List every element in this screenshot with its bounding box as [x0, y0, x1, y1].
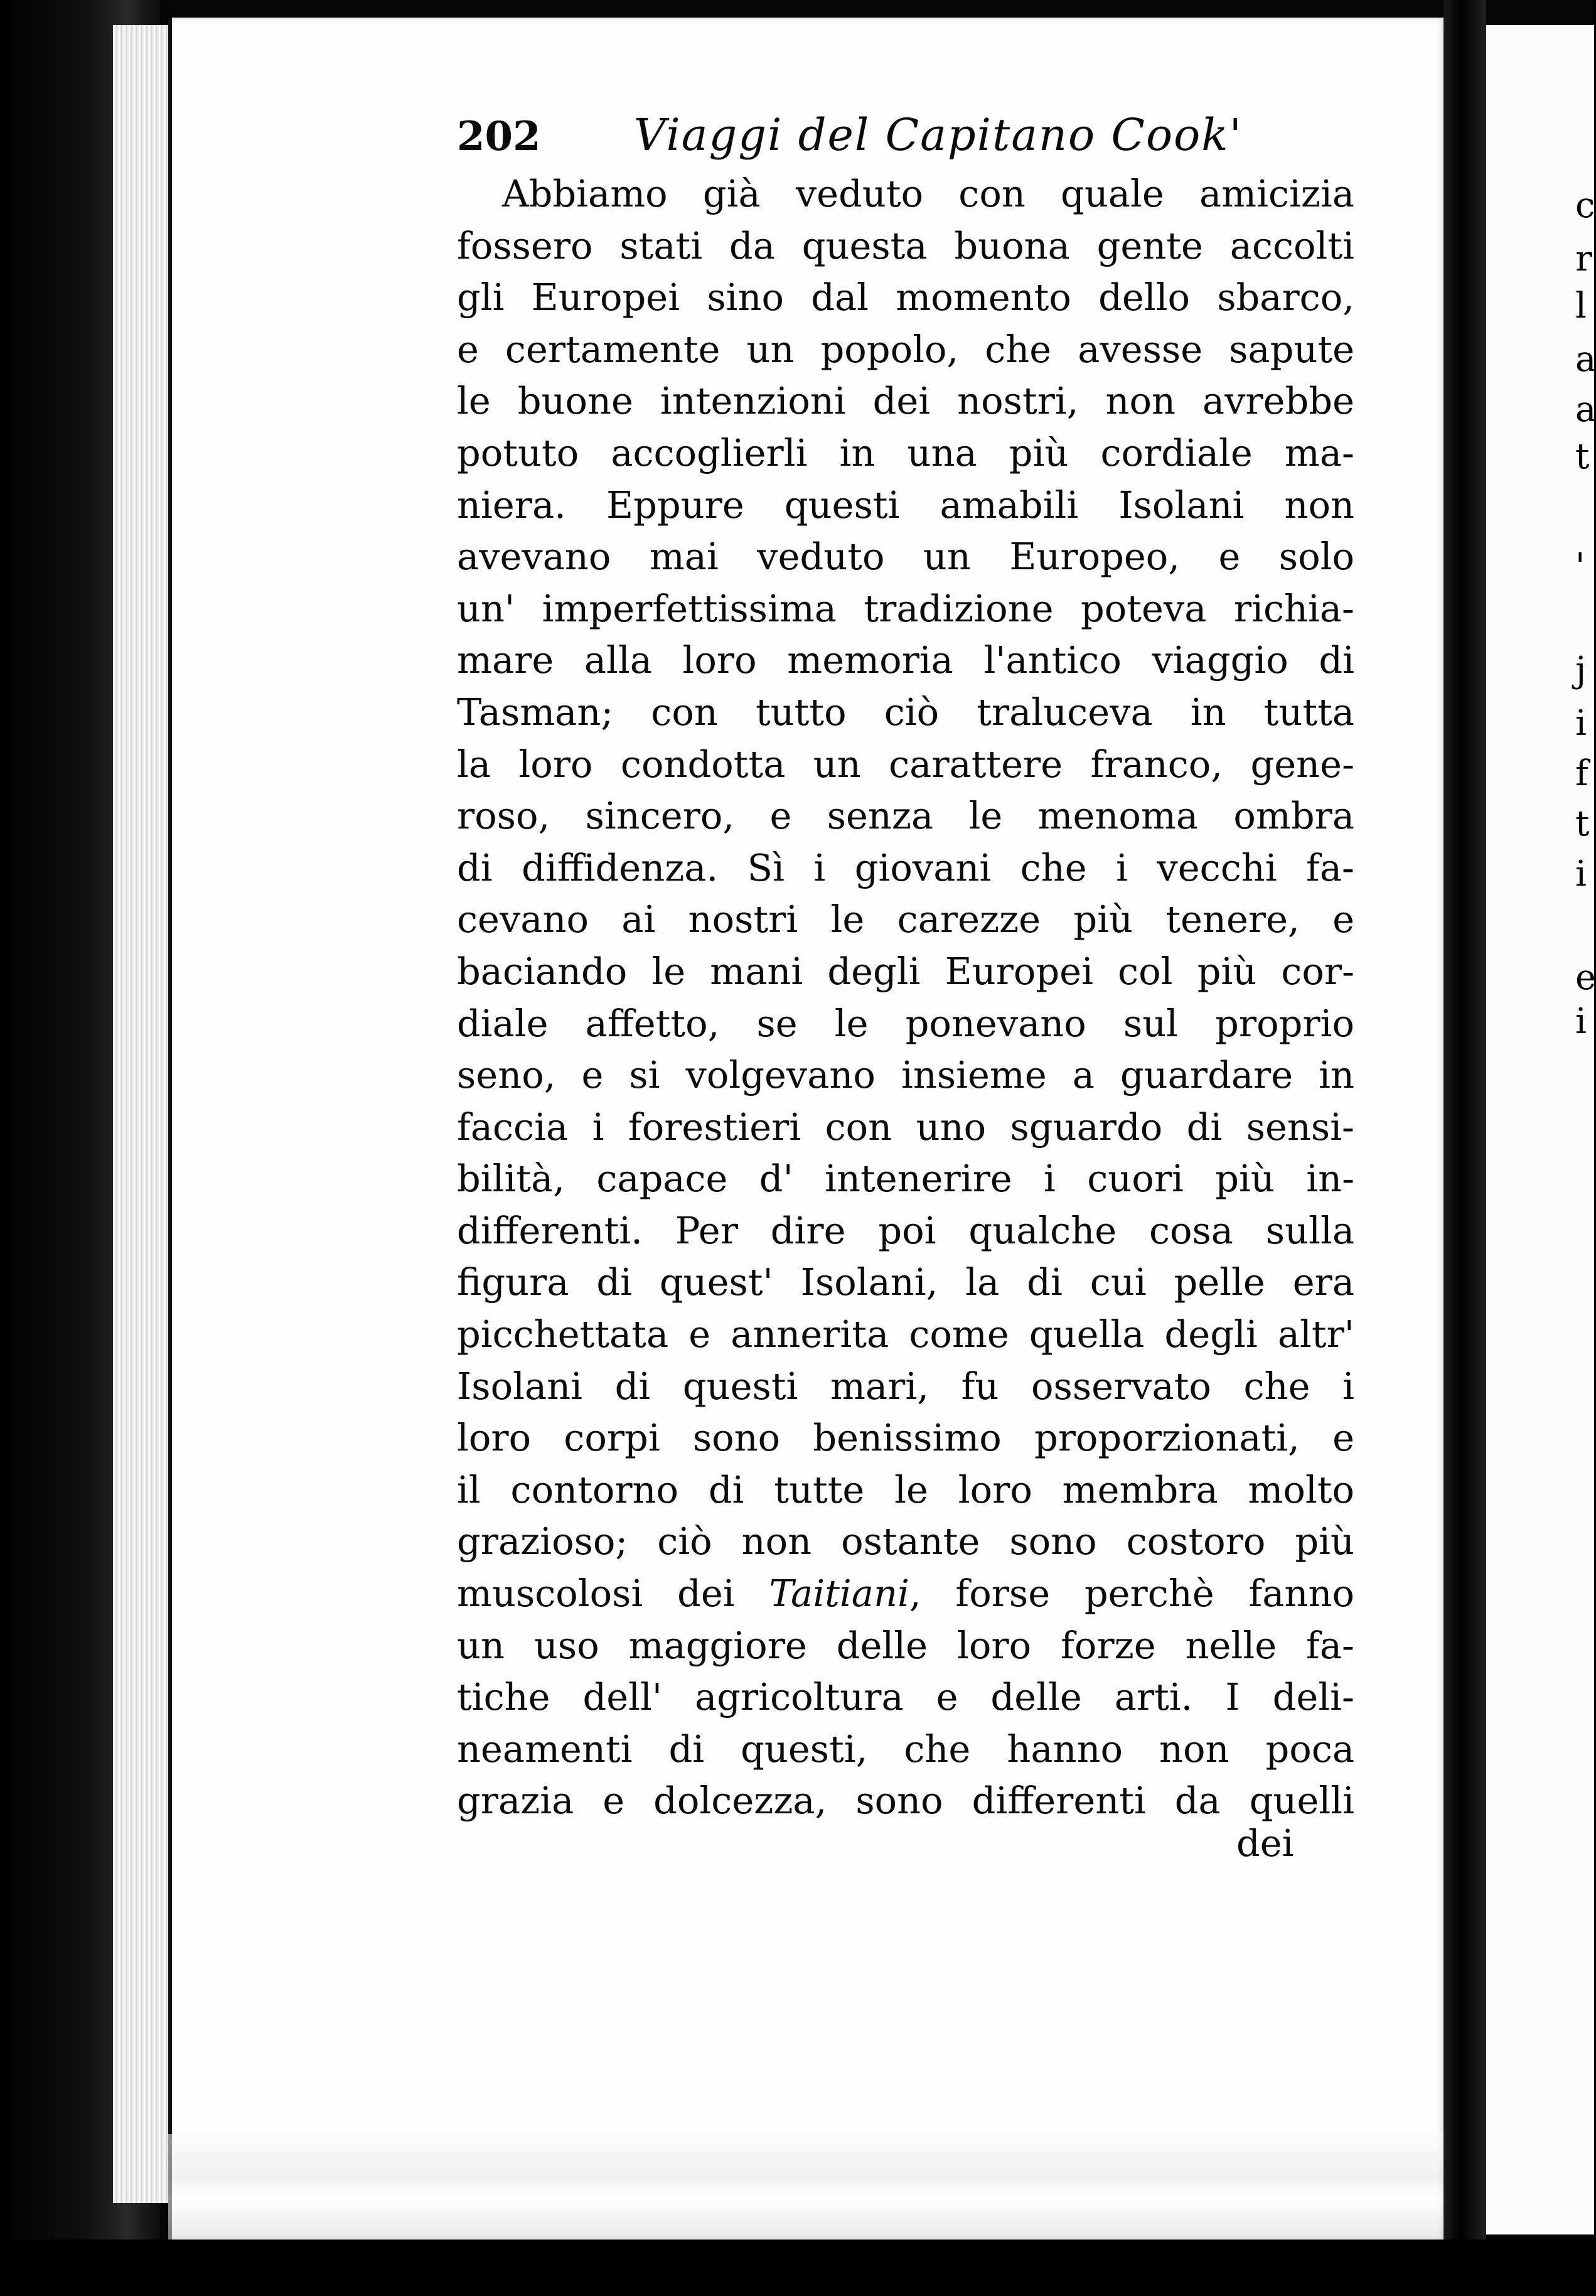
text-line: cevano ai nostri le carezze più tenere, e — [457, 898, 1354, 941]
text-line: fossero stati da questa buona gente accolti — [457, 223, 1354, 267]
facing-page-letter: l — [1575, 286, 1587, 326]
text-line: un' imperfettissima tradizione poteva richia- — [457, 586, 1354, 630]
text-line: grazia e dolcezza, sono differenti da quelli — [457, 1779, 1354, 1823]
text-line: il contorno di tutte le loro membra molto — [457, 1467, 1354, 1511]
text-line: di diffidenza. Sì i giovani che i vecchi fa- — [457, 845, 1354, 889]
text-line: neamenti di questi, che hanno non poca — [457, 1727, 1354, 1771]
facing-page-letter: f — [1575, 753, 1588, 794]
text-line: diale affetto, se le ponevano sul proprio — [457, 1001, 1354, 1045]
text-line: un uso maggiore delle loro forze nelle fa- — [457, 1623, 1354, 1667]
text-line: faccia i forestieri con uno sguardo di sensi- — [457, 1105, 1354, 1149]
text-line: la loro condotta un carattere franco, gene- — [457, 742, 1354, 786]
page-header — [457, 105, 1243, 168]
text-line: loro corpi sono benissimo proporzionati, e — [457, 1416, 1354, 1460]
facing-page-letter: j — [1575, 650, 1587, 690]
text-line: e certamente un popolo, che avesse sapute — [457, 327, 1354, 371]
text-segment: muscolosi dei — [457, 1572, 735, 1616]
text-line: picchettata e annerita come quella degli altr' — [457, 1312, 1354, 1356]
book-gutter — [1443, 0, 1486, 2296]
text-line: grazioso; ciò non ostante sono costoro più — [457, 1520, 1354, 1564]
text-line: roso, sincero, e senza le menoma ombra — [457, 794, 1354, 838]
text-line: mare alla loro memoria l'antico viaggio di — [457, 638, 1354, 682]
text-line: potuto accoglierli in una più cordiale ma- — [457, 431, 1354, 475]
facing-page-letter: a — [1575, 389, 1596, 430]
running-title: Viaggi del Capitano Cook' — [634, 109, 1243, 161]
italic-word: Taitiani — [769, 1572, 909, 1616]
facing-page-letter: a — [1575, 339, 1596, 380]
text-line: avevano mai veduto un Europeo, e solo — [457, 535, 1354, 579]
text-line: differenti. Per dire poi qualche cosa sulla — [457, 1208, 1354, 1252]
text-line: gli Europei sino dal momento dello sbarco, — [457, 276, 1354, 319]
text-segment: , forse perchè fanno — [909, 1572, 1354, 1616]
text-line: tiche dell' agricoltura e delle arti. I deli- — [457, 1675, 1354, 1719]
facing-page-letter: i — [1575, 854, 1587, 894]
facing-page-letter: c — [1575, 185, 1595, 226]
page-number: 202 — [457, 113, 541, 160]
page-bottom-fold — [168, 2134, 1449, 2241]
text-line: figura di quest' Isolani, la di cui pelle era — [457, 1260, 1354, 1304]
text-line: baciando le mani degli Europei col più cor- — [457, 949, 1354, 993]
facing-page-letter: i — [1575, 703, 1587, 744]
facing-page-letter: i — [1575, 1001, 1587, 1042]
text-line: niera. Eppure questi amabili Isolani non — [457, 483, 1354, 527]
catchword: dei — [1236, 1821, 1294, 1865]
scan-bottom-border — [0, 2240, 1594, 2296]
facing-page-letter: t — [1575, 436, 1590, 477]
facing-page-letter: r — [1575, 239, 1592, 279]
body-text — [457, 168, 1354, 1827]
text-line: Abbiamo già veduto con quale amicizia — [502, 172, 1354, 215]
text-line: Tasman; con tutto ciò traluceva in tutta — [457, 690, 1354, 734]
facing-page-letter: e — [1575, 957, 1596, 998]
text-line: Isolani di questi mari, fu osservato che i — [457, 1364, 1354, 1408]
text-line: seno, e si volgevano insieme a guardare in — [457, 1053, 1354, 1097]
facing-page-letter: ' — [1575, 546, 1585, 587]
text-line-with-italic — [457, 1568, 1354, 1620]
text-line: bilità, capace d' intenerire i cuori più in- — [457, 1157, 1354, 1201]
text-line: le buone intenzioni dei nostri, non avrebbe — [457, 379, 1354, 423]
facing-page-letter: t — [1575, 803, 1590, 844]
